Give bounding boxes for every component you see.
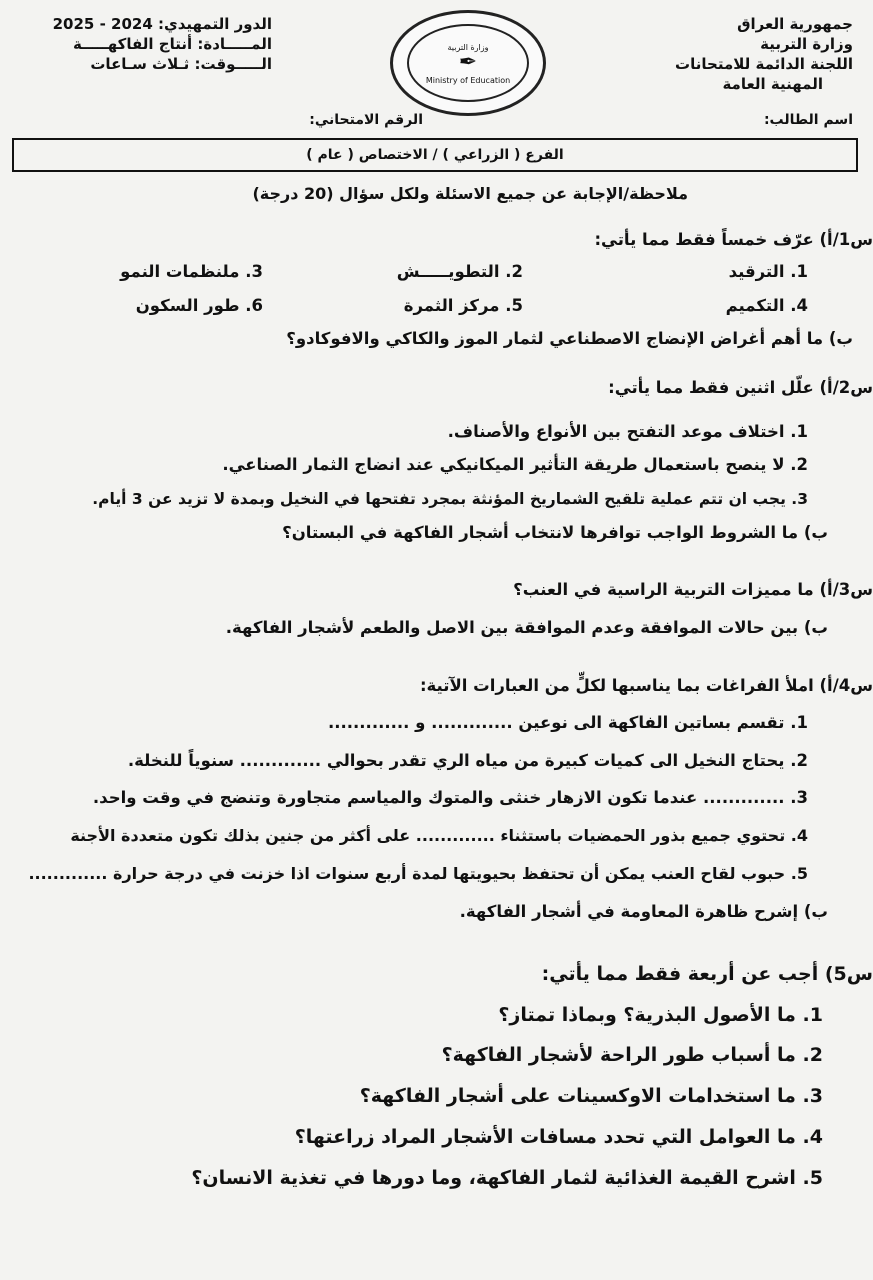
- q4-item-1: 1. تقسم بساتين الفاكهة الى نوعين ............. و .............: [327, 713, 808, 732]
- seal-inner-ring: [407, 24, 529, 102]
- q4-item-3: 3. ............. عندما تكون الازهار خنثى والمتوك والمياسم متجاورة وتنضج في وقت واحد.: [92, 788, 808, 807]
- q1-term-3: 3. ملنظمات النمو: [120, 262, 263, 281]
- session-label: الدور التمهيدي: 2024 - 2025: [52, 15, 272, 33]
- q1-term-1: 1. الترقيد: [728, 262, 808, 281]
- q5-item-1: 1. ما الأصول البذرية؟ وبماذا تمتاز؟: [498, 1004, 823, 1026]
- q3-a-prompt: س3/أ) ما مميزات التربية الراسية في العنب؟: [513, 580, 873, 599]
- branch-box: الفرع ( الزراعي ) / الاختصاص ( عام ): [12, 138, 858, 172]
- q1-a-prompt: س1/أ) عرّف خمساً فقط مما يأتي:: [594, 230, 873, 249]
- exam-note: ملاحظة/الإجابة عن جميع الاسئلة ولكل سؤال (20 درجة): [252, 184, 688, 203]
- subject-label: المـــــادة: أنتاج الفاكهـــــة: [73, 35, 272, 53]
- seal-bottom-text: Ministry of Education: [425, 76, 511, 85]
- q2-a-prompt: س2/أ) علّل اثنين فقط مما يأتي:: [608, 378, 873, 397]
- q5-item-4: 4. ما العوامل التي تحدد مسافات الأشجار المراد زراعتها؟: [294, 1126, 823, 1148]
- exam-number-label: الرقم الامتحاني:: [309, 112, 423, 128]
- q2-b-prompt: ب) ما الشروط الواجب توافرها لانتخاب أشجار الفاكهة في البستان؟: [282, 523, 828, 542]
- header-exam-info-block: [22, 14, 272, 74]
- q1-term-2: 2. التطويـــــش: [396, 262, 523, 281]
- q4-b-prompt: ب) إشرح ظاهرة المعاومة في أشجار الفاكهة.: [459, 902, 828, 921]
- q4-item-4: 4. تحتوي جميع بذور الحمضيات باستثناء ............. على أكثر من جنين بذلك تكون متعددة الأجنة: [70, 826, 808, 845]
- committee-label: اللجنة الدائمة للامتحانات: [675, 55, 853, 73]
- q1-term-4: 4. التكميم: [725, 296, 808, 315]
- time-label: الـــــوقت: ثـلاث سـاعات: [90, 55, 272, 73]
- q5-item-2: 2. ما أسباب طور الراحة لأشجار الفاكهة؟: [441, 1044, 823, 1066]
- seal-top-text: وزارة التربية: [447, 43, 489, 52]
- student-name-label: اسم الطالب:: [763, 112, 853, 128]
- q4-item-5: 5. حبوب لقاح العنب يمكن أن تحتفظ بحيويتها لمدة أربع سنوات اذا خزنت في درجة حرارة .............: [28, 864, 808, 883]
- q2-item-2: 2. لا ينصح باستعمال طريقة التأثير الميكانيكي عند انضاج الثمار الصناعي.: [222, 455, 808, 474]
- ministry-label: وزارة التربية: [760, 35, 853, 53]
- q5-item-3: 3. ما استخدامات الاوكسينات على أشجار الفاكهة؟: [359, 1085, 823, 1107]
- vocational-label: المهنية العامة: [722, 75, 823, 93]
- q4-a-prompt: س4/أ) املأ الفراغات بما يناسبها لكلٍّ من العبارات الآتية:: [419, 676, 873, 695]
- q4-item-2: 2. يحتاج النخيل الى كميات كبيرة من مياه الري تقدر بحوالي ............. سنوياً للنخلة.: [127, 751, 808, 770]
- q1-term-6: 6. طور السكون: [135, 296, 263, 315]
- q2-item-3: 3. يجب ان تتم عملية تلقيح الشماريخ المؤنثة بمجرد تفتحها في النخيل وبمدة لا تزيد عن 3 أيام.: [92, 490, 808, 508]
- header-ministry-block: [553, 14, 853, 94]
- q2-item-1: 1. اختلاف موعد التفتح بين الأنواع والأصناف.: [447, 422, 808, 441]
- q5-item-5: 5. اشرح القيمة الغذائية لثمار الفاكهة، وما دورها في تغذية الانسان؟: [191, 1167, 823, 1189]
- q1-term-5: 5. مركز الثمرة: [403, 296, 523, 315]
- republic-label: جمهورية العراق: [737, 15, 853, 33]
- q5-prompt: س5) أجب عن أربعة فقط مما يأتي:: [541, 963, 873, 985]
- seal-emblem-icon: ✒: [458, 50, 478, 75]
- q3-b-prompt: ب) بين حالات الموافقة وعدم الموافقة بين الاصل والطعم لأشجار الفاكهة.: [225, 618, 828, 637]
- q1-b-prompt: ب) ما أهم أغراض الإنضاج الاصطناعي لثمار الموز والكاكي والافوكادو؟: [286, 329, 853, 348]
- ministry-seal-logo: [390, 10, 546, 116]
